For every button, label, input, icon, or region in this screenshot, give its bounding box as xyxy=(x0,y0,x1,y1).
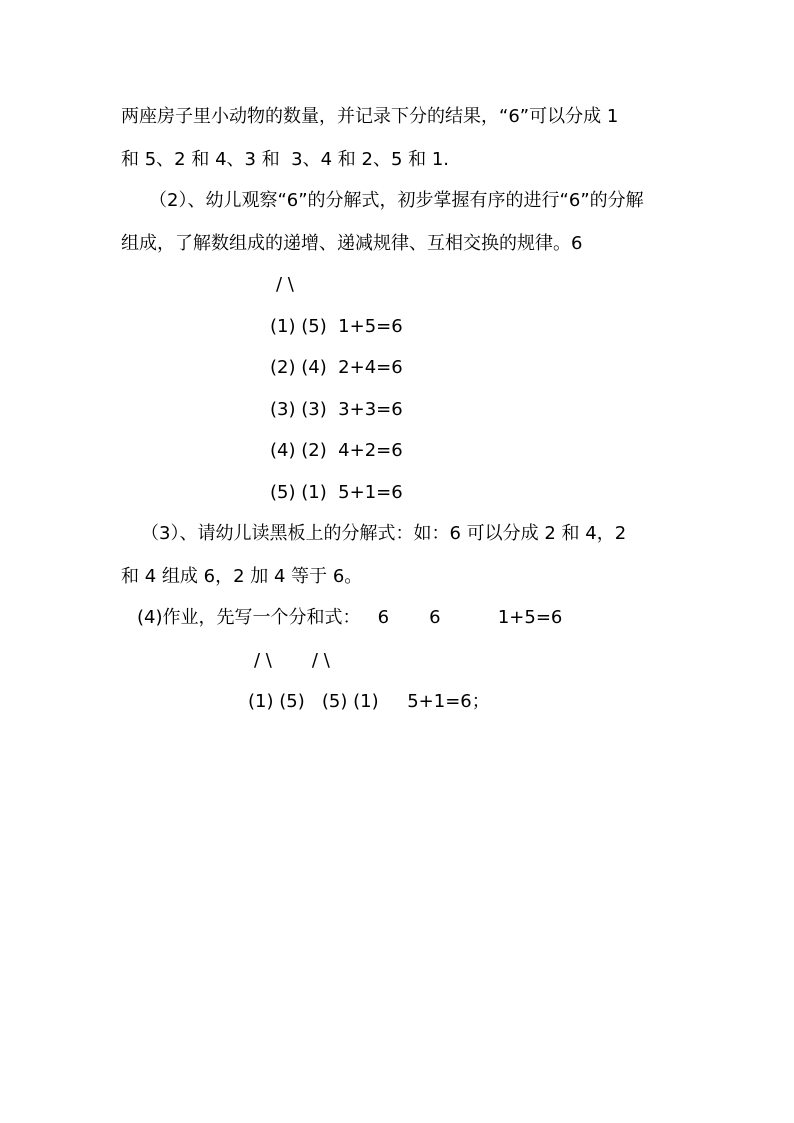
para3-line1: （3）、请幼儿读黑板上的分解式：如：6 可以分成 2 和 4，2 xyxy=(141,523,627,544)
para3-line2: 和 4 组成 6，2 加 4 等于 6。 xyxy=(121,566,363,587)
formula-line-3: (3) (3) 3+3=6 xyxy=(270,399,403,420)
para4-line3: (1) (5) (5) (1) 5+1=6； xyxy=(248,691,490,712)
formula-line-2: (2) (4) 2+4=6 xyxy=(270,357,403,378)
para4-line2: / \ / \ xyxy=(254,650,330,671)
para4-line1: (4)作业，先写一个分和式： 6 6 1+5=6 xyxy=(137,607,563,628)
para2-line1: （2）、幼儿观察“6”的分解式，初步掌握有序的进行“6”的分解 xyxy=(149,190,644,211)
para2-line2: 组成，了解数组成的递增、递减规律、互相交换的规律。6 xyxy=(121,233,583,254)
para1-line1: 两座房子里小动物的数量，并记录下分的结果，“6”可以分成 1 xyxy=(121,106,619,127)
formula-line-4: (4) (2) 4+2=6 xyxy=(270,440,403,461)
formula-line-1: (1) (5) 1+5=6 xyxy=(270,316,403,337)
formula-line-5: (5) (1) 5+1=6 xyxy=(270,482,403,503)
para1-line2: 和 5、2 和 4、3 和 3、4 和 2、5 和 1. xyxy=(121,149,450,170)
decomposition-slash: / \ xyxy=(276,274,294,295)
